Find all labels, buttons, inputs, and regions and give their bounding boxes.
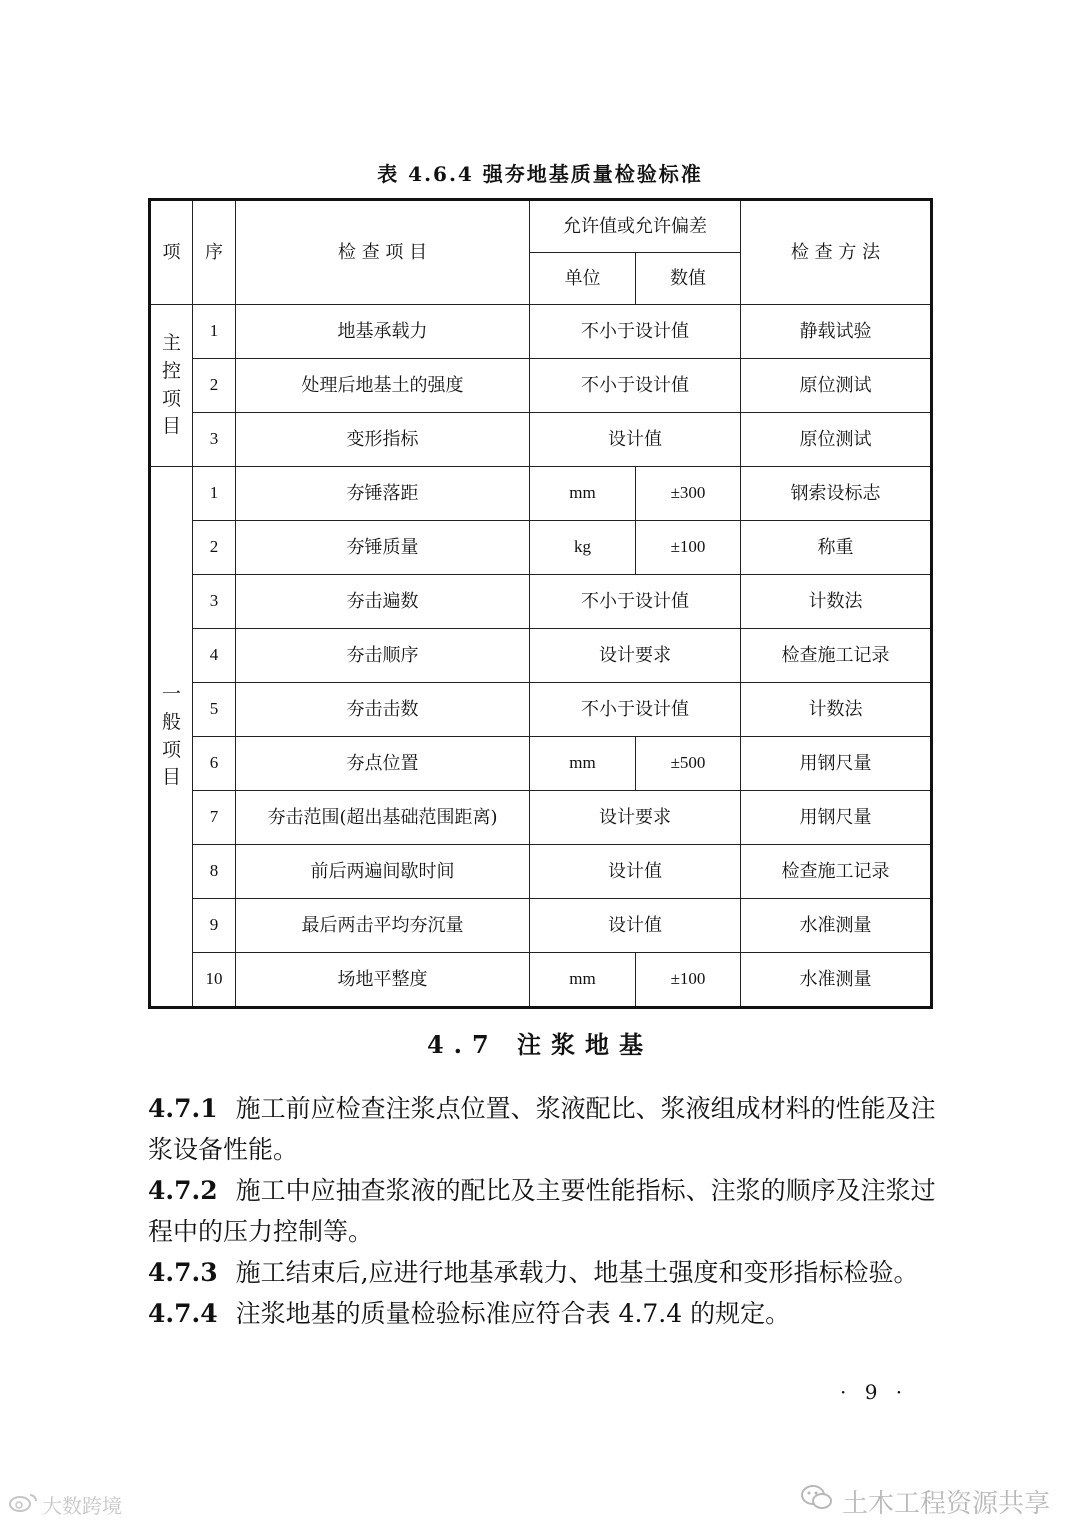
header-category: 项 <box>150 200 193 305</box>
method-cell: 钢索设标志 <box>741 467 932 521</box>
seq-cell: 2 <box>193 521 236 575</box>
item-cell: 夯击击数 <box>236 683 530 737</box>
header-allowed: 允许值或允许偏差 <box>530 200 741 253</box>
seq-cell: 1 <box>193 467 236 521</box>
value-cell: ±100 <box>636 953 741 1008</box>
watermark-left <box>8 1490 122 1519</box>
table-header-row <box>150 200 932 253</box>
clause-text: 施工中应抽查浆液的配比及主要性能指标、注浆的顺序及注浆过程中的压力控制等。 <box>148 1176 936 1246</box>
unit-cell: kg <box>530 521 636 575</box>
table-title: 表 4.6.4 强夯地基质量检验标准 <box>377 162 703 186</box>
page-number: · 9 · <box>840 1380 909 1404</box>
clause-number: 4.7.1 <box>148 1094 218 1123</box>
allowed-cell: 设计值 <box>530 413 741 467</box>
seq-cell: 2 <box>193 359 236 413</box>
header-item: 检 查 项 目 <box>236 200 530 305</box>
method-cell: 计数法 <box>741 683 932 737</box>
item-cell: 地基承载力 <box>236 305 530 359</box>
table-row <box>150 467 932 521</box>
clause-text: 施工前应检查注浆点位置、浆液配比、浆液组成材料的性能及注浆设备性能。 <box>148 1094 936 1164</box>
table-row <box>150 305 932 359</box>
clause-text: 注浆地基的质量检验标准应符合表 4.7.4 的规定。 <box>235 1299 791 1328</box>
header-seq: 序 <box>193 200 236 305</box>
method-cell: 原位测试 <box>741 413 932 467</box>
watermark-right <box>800 1483 1050 1520</box>
item-cell: 夯击遍数 <box>236 575 530 629</box>
clause-number: 4.7.2 <box>148 1176 218 1205</box>
clause <box>148 1252 938 1293</box>
table-row <box>150 791 932 845</box>
allowed-cell: 不小于设计值 <box>530 683 741 737</box>
allowed-cell: 设计要求 <box>530 629 741 683</box>
seq-cell: 10 <box>193 953 236 1008</box>
seq-cell: 6 <box>193 737 236 791</box>
item-cell: 最后两击平均夯沉量 <box>236 899 530 953</box>
clause-number: 4.7.4 <box>148 1299 218 1328</box>
seq-cell: 8 <box>193 845 236 899</box>
allowed-cell: 不小于设计值 <box>530 359 741 413</box>
header-value: 数值 <box>636 253 741 305</box>
value-cell: ±500 <box>636 737 741 791</box>
unit-cell: mm <box>530 737 636 791</box>
item-cell: 前后两遍间歇时间 <box>236 845 530 899</box>
item-cell: 夯锤落距 <box>236 467 530 521</box>
weibo-icon <box>8 1491 38 1518</box>
method-cell: 用钢尺量 <box>741 737 932 791</box>
method-cell: 检查施工记录 <box>741 845 932 899</box>
clause <box>148 1170 938 1252</box>
table-row <box>150 845 932 899</box>
allowed-cell: 不小于设计值 <box>530 575 741 629</box>
table-row <box>150 413 932 467</box>
allowed-cell: 设计值 <box>530 845 741 899</box>
item-cell: 夯击顺序 <box>236 629 530 683</box>
allowed-cell: 不小于设计值 <box>530 305 741 359</box>
value-cell: ±100 <box>636 521 741 575</box>
method-cell: 检查施工记录 <box>741 629 932 683</box>
seq-cell: 3 <box>193 413 236 467</box>
watermark-right-text: 土木工程资源共享 <box>841 1489 1050 1519</box>
watermark-left-text: 大数跨境 <box>42 1494 122 1518</box>
item-cell: 夯锤质量 <box>236 521 530 575</box>
method-cell: 静载试验 <box>741 305 932 359</box>
method-cell: 称重 <box>741 521 932 575</box>
seq-cell: 1 <box>193 305 236 359</box>
item-cell: 夯击范围(超出基础范围距离) <box>236 791 530 845</box>
method-cell: 水准测量 <box>741 953 932 1008</box>
clause-list <box>148 1088 938 1334</box>
section-title: 4.7 注浆地基 <box>426 1030 654 1059</box>
quality-standard-table <box>148 198 933 1009</box>
table-row <box>150 629 932 683</box>
table-row <box>150 521 932 575</box>
header-method: 检 查 方 法 <box>741 200 932 305</box>
seq-cell: 9 <box>193 899 236 953</box>
clause-number: 4.7.3 <box>148 1258 218 1287</box>
method-cell: 原位测试 <box>741 359 932 413</box>
table-row <box>150 737 932 791</box>
table-row <box>150 359 932 413</box>
value-cell: ±300 <box>636 467 741 521</box>
table-row <box>150 953 932 1008</box>
main-category-cell: 主 控 项 目 <box>150 305 193 467</box>
seq-cell: 5 <box>193 683 236 737</box>
wechat-icon <box>800 1484 834 1519</box>
item-cell: 夯点位置 <box>236 737 530 791</box>
seq-cell: 3 <box>193 575 236 629</box>
method-cell: 水准测量 <box>741 899 932 953</box>
header-unit: 单位 <box>530 253 636 305</box>
clause <box>148 1088 938 1170</box>
item-cell: 处理后地基土的强度 <box>236 359 530 413</box>
table-row <box>150 899 932 953</box>
method-cell: 计数法 <box>741 575 932 629</box>
unit-cell: mm <box>530 953 636 1008</box>
clause <box>148 1293 938 1334</box>
table-row <box>150 683 932 737</box>
clause-text: 施工结束后,应进行地基承载力、地基土强度和变形指标检验。 <box>235 1258 919 1287</box>
allowed-cell: 设计要求 <box>530 791 741 845</box>
seq-cell: 7 <box>193 791 236 845</box>
allowed-cell: 设计值 <box>530 899 741 953</box>
table-row <box>150 575 932 629</box>
unit-cell: mm <box>530 467 636 521</box>
seq-cell: 4 <box>193 629 236 683</box>
item-cell: 变形指标 <box>236 413 530 467</box>
item-cell: 场地平整度 <box>236 953 530 1008</box>
method-cell: 用钢尺量 <box>741 791 932 845</box>
general-category-cell: 一 般 项 目 <box>150 467 193 1008</box>
